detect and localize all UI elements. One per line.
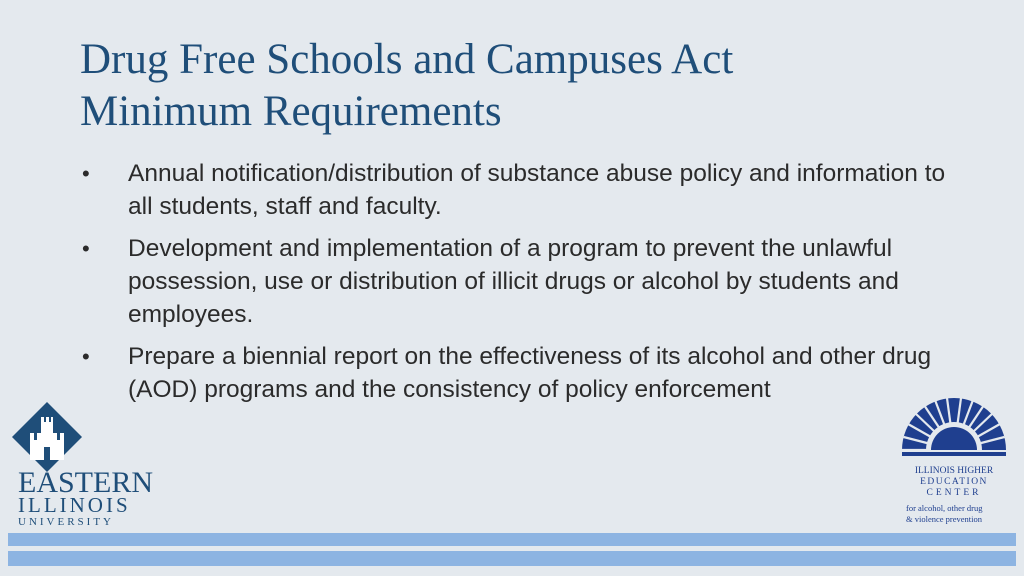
logo-illinois-text: ILLINOIS xyxy=(18,493,131,517)
illinois-higher-education-center-logo xyxy=(898,392,1010,528)
bullet-item-2 xyxy=(80,232,960,331)
bullet-item-1 xyxy=(80,157,960,223)
bullet-text xyxy=(128,340,960,406)
bullet-emphasis: biennial report xyxy=(242,343,398,370)
logo-tagline-line1: for alcohol, other drug xyxy=(906,503,983,513)
bullet-marker: • xyxy=(82,236,90,261)
slide-title-line1: Drug Free Schools and Campuses Act xyxy=(80,36,734,83)
slide-title xyxy=(80,34,940,138)
logo-university-text: UNIVERSITY xyxy=(18,516,114,528)
footer-bar-top xyxy=(8,533,1016,546)
bullet-marker: • xyxy=(82,161,90,186)
bullet-text-post: on the effectiveness of its alcohol and other drug (AOD) programs and the consistency of policy enforcement xyxy=(128,343,932,403)
logo-education-text: EDUCATION xyxy=(920,477,988,487)
bullet-emphasis: and xyxy=(857,268,899,295)
logo-eastern-text: EASTERN xyxy=(18,466,153,499)
bullet-text-post: employees. xyxy=(128,301,254,328)
bullet-item-3 xyxy=(80,340,960,406)
footer-bar-bottom xyxy=(8,551,1016,566)
logo-illinois-higher-text: ILLINOIS HIGHER xyxy=(914,466,994,476)
logo-center-text: CENTER xyxy=(926,488,982,498)
bullet-text-pre: Development and implementation of a program to prevent the unlawful possession, use or distribution of illicit drugs or alcohol by students xyxy=(128,235,893,295)
logo-tagline-line2: & violence prevention xyxy=(906,514,983,524)
sunburst-icon xyxy=(902,398,1006,456)
slide-title-line2: Minimum Requirements xyxy=(80,88,502,135)
eastern-illinois-university-logo xyxy=(10,400,160,530)
bullet-text: Annual notification/distribution of substance abuse policy and information to all students, staff and faculty. xyxy=(128,160,946,220)
bullet-text xyxy=(128,232,960,331)
bullet-text-pre: Prepare a xyxy=(128,343,243,370)
bullet-marker: • xyxy=(82,344,90,369)
bullet-list xyxy=(80,157,960,415)
